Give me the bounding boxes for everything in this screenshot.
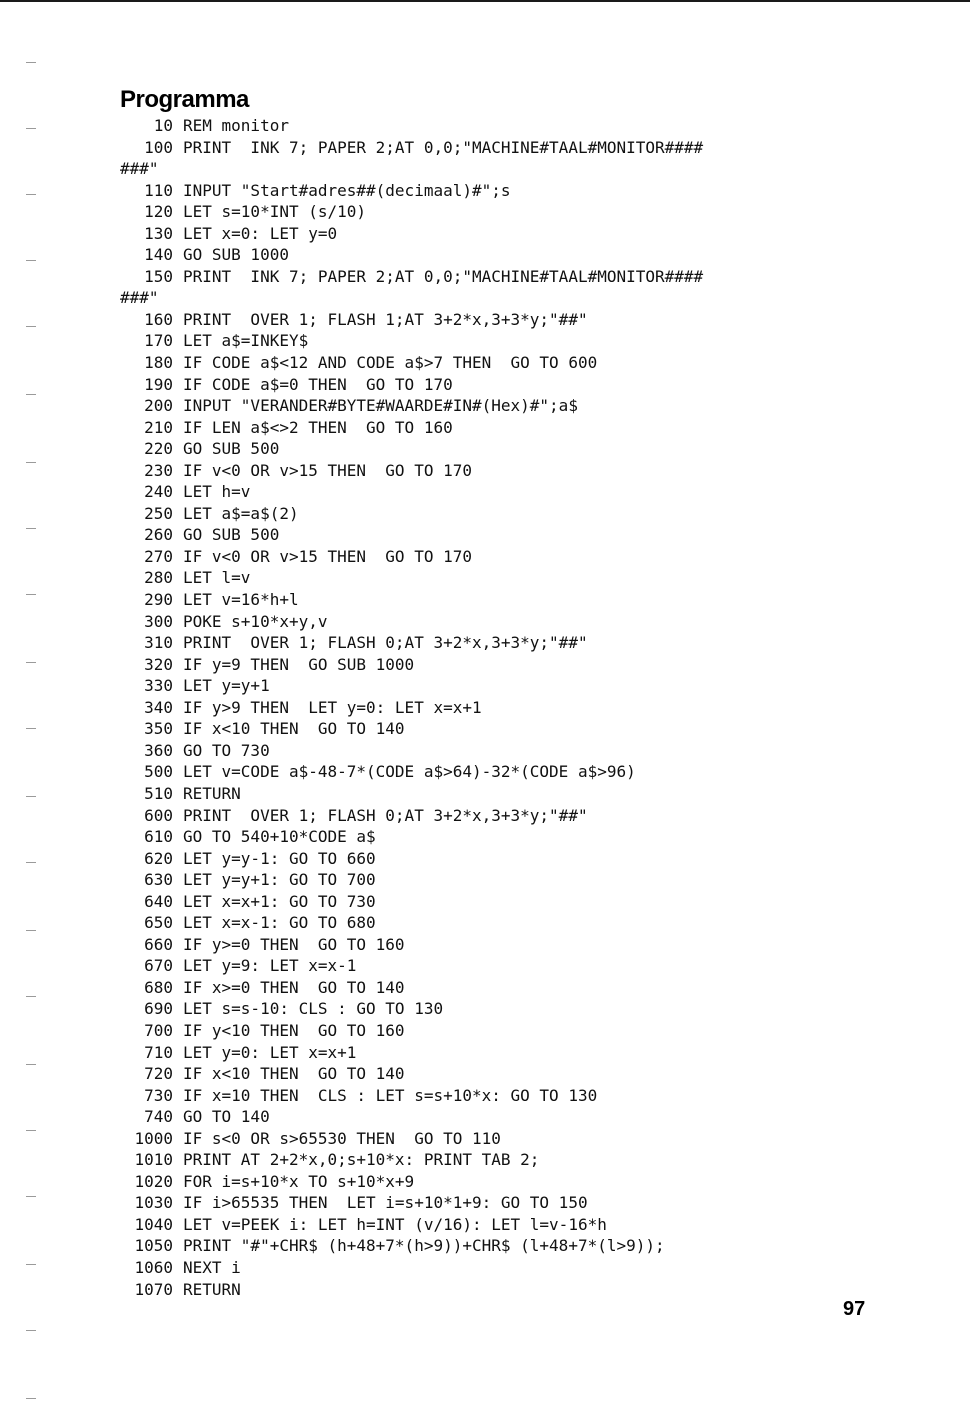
program-line <box>120 1279 241 1301</box>
line-number: 1040 <box>134 1214 173 1234</box>
line-code: INPUT "VERANDER#BYTE#WAARDE#IN#(Hex)#";a$ <box>183 396 578 416</box>
line-code: LET a$=INKEY$ <box>183 331 309 351</box>
line-code: GO SUB 500 <box>183 525 280 545</box>
line-code: IF y=9 THEN GO SUB 1000 <box>183 654 415 674</box>
line-number: 670 <box>144 956 173 976</box>
program-line <box>120 912 376 934</box>
program-line <box>120 955 357 977</box>
line-code: REM monitor <box>183 116 289 135</box>
program-line <box>120 417 453 439</box>
program-line <box>120 998 444 1020</box>
line-code: ###" <box>120 159 159 179</box>
program-line <box>120 891 376 913</box>
program-line <box>120 244 289 266</box>
line-number: 210 <box>144 417 173 437</box>
program-line <box>120 1128 501 1150</box>
line-code: ###" <box>120 288 159 308</box>
line-code: GO TO 540+10*CODE a$ <box>183 827 376 847</box>
program-line <box>120 1192 588 1214</box>
line-number: 130 <box>144 223 173 243</box>
line-number: 730 <box>144 1085 173 1105</box>
program-line-continuation <box>120 158 173 180</box>
line-code: LET y=y+1: GO TO 700 <box>183 870 376 890</box>
line-number: 160 <box>144 309 173 329</box>
line-code: IF x>=0 THEN GO TO 140 <box>183 977 405 997</box>
program-line <box>120 503 299 525</box>
line-code: LET l=v <box>183 568 251 588</box>
program-line <box>120 589 299 611</box>
line-code: IF CODE a$<12 AND CODE a$>7 THEN GO TO 600 <box>183 353 598 373</box>
line-code: LET y=0: LET x=x+1 <box>183 1042 357 1062</box>
program-line <box>120 761 636 783</box>
line-number: 180 <box>144 353 173 373</box>
line-number: 250 <box>144 503 173 523</box>
line-code: LET h=v <box>183 482 251 502</box>
basic-program-listing <box>120 115 704 1300</box>
line-code: PRINT OVER 1; FLASH 0;AT 3+2*x,3+3*y;"##" <box>183 805 588 825</box>
program-line <box>120 460 472 482</box>
line-code: PRINT INK 7; PAPER 2;AT 0,0;"MACHINE#TAAL#MONITOR#### <box>183 266 704 286</box>
program-line <box>120 1149 540 1171</box>
line-code: IF CODE a$=0 THEN GO TO 170 <box>183 374 453 394</box>
page-number: 97 <box>843 1298 866 1320</box>
line-number: 320 <box>144 654 173 674</box>
program-line <box>120 1235 665 1257</box>
program-line <box>120 1171 415 1193</box>
program-line <box>120 567 251 589</box>
program-line <box>120 481 251 503</box>
line-code: IF x<10 THEN GO TO 140 <box>183 719 405 739</box>
program-line <box>120 977 405 999</box>
program-line <box>120 934 405 956</box>
line-code: LET y=9: LET x=x-1 <box>183 956 357 976</box>
line-number: 720 <box>144 1064 173 1084</box>
line-code: LET x=0: LET y=0 <box>183 223 338 243</box>
line-code: LET s=10*INT (s/10) <box>183 202 367 222</box>
line-code: IF LEN a$<>2 THEN GO TO 160 <box>183 417 453 437</box>
line-number: 650 <box>144 913 173 933</box>
line-code: IF v<0 OR v>15 THEN GO TO 170 <box>183 546 472 566</box>
line-number: 360 <box>144 740 173 760</box>
line-code: IF x=10 THEN CLS : LET s=s+10*x: GO TO 130 <box>183 1085 598 1105</box>
line-code: LET s=s-10: CLS : GO TO 130 <box>183 999 444 1019</box>
line-code: FOR i=s+10*x TO s+10*x+9 <box>183 1171 415 1191</box>
program-line <box>120 869 376 891</box>
program-line <box>120 223 338 245</box>
line-code: LET v=PEEK i: LET h=INT (v/16): LET l=v-16*h <box>183 1214 607 1234</box>
line-code: IF y>=0 THEN GO TO 160 <box>183 934 405 954</box>
line-code: NEXT i <box>183 1257 241 1277</box>
line-number: 110 <box>144 180 173 200</box>
line-number: 120 <box>144 202 173 222</box>
line-number: 100 <box>144 137 173 157</box>
line-number: 620 <box>144 848 173 868</box>
line-code: LET y=y+1 <box>183 676 270 696</box>
program-line <box>120 783 241 805</box>
program-line <box>120 675 270 697</box>
line-number: 300 <box>144 611 173 631</box>
line-number: 500 <box>144 762 173 782</box>
line-number: 710 <box>144 1042 173 1062</box>
program-line <box>120 1063 405 1085</box>
line-code: PRINT "#"+CHR$ (h+48+7*(h>9))+CHR$ (l+48+7*(l>9)); <box>183 1236 665 1256</box>
program-line <box>120 201 367 223</box>
line-number: 1020 <box>134 1171 173 1191</box>
line-code: LET a$=a$(2) <box>183 503 299 523</box>
program-line <box>120 1042 357 1064</box>
line-code: LET x=x-1: GO TO 680 <box>183 913 376 933</box>
line-number: 660 <box>144 934 173 954</box>
line-code: GO SUB 500 <box>183 439 280 459</box>
line-number: 630 <box>144 870 173 890</box>
line-number: 270 <box>144 546 173 566</box>
program-line <box>120 632 588 654</box>
program-line <box>120 1085 598 1107</box>
program-line <box>120 180 511 202</box>
line-number: 170 <box>144 331 173 351</box>
program-line <box>120 654 415 676</box>
line-code: POKE s+10*x+y,v <box>183 611 328 631</box>
line-number: 1060 <box>134 1257 173 1277</box>
line-number: 190 <box>144 374 173 394</box>
line-number: 1010 <box>134 1150 173 1170</box>
line-number: 140 <box>144 245 173 265</box>
line-code: IF s<0 OR s>65530 THEN GO TO 110 <box>183 1128 501 1148</box>
line-code: IF y<10 THEN GO TO 160 <box>183 1020 405 1040</box>
program-line <box>120 546 472 568</box>
line-number: 330 <box>144 676 173 696</box>
line-number: 690 <box>144 999 173 1019</box>
section-heading: Programma <box>120 86 249 113</box>
program-line <box>120 740 270 762</box>
line-number: 700 <box>144 1020 173 1040</box>
program-line <box>120 826 376 848</box>
program-line <box>120 438 280 460</box>
program-line <box>120 352 598 374</box>
program-line <box>120 395 578 417</box>
line-number: 350 <box>144 719 173 739</box>
line-number: 740 <box>144 1107 173 1127</box>
line-code: PRINT OVER 1; FLASH 1;AT 3+2*x,3+3*y;"##" <box>183 309 588 329</box>
line-code: IF x<10 THEN GO TO 140 <box>183 1064 405 1084</box>
line-code: GO SUB 1000 <box>183 245 289 265</box>
line-code: GO TO 730 <box>183 740 270 760</box>
line-number: 10 <box>153 116 173 135</box>
line-number: 1050 <box>134 1236 173 1256</box>
line-number: 280 <box>144 568 173 588</box>
line-number: 1070 <box>134 1279 173 1299</box>
top-border-line <box>0 0 970 2</box>
program-line <box>120 611 328 633</box>
line-number: 680 <box>144 977 173 997</box>
program-line <box>120 374 453 396</box>
line-code: GO TO 140 <box>183 1107 270 1127</box>
line-code: LET x=x+1: GO TO 730 <box>183 891 376 911</box>
line-code: PRINT AT 2+2*x,0;s+10*x: PRINT TAB 2; <box>183 1150 540 1170</box>
line-number: 610 <box>144 827 173 847</box>
line-number: 600 <box>144 805 173 825</box>
program-line <box>120 115 289 137</box>
line-number: 200 <box>144 396 173 416</box>
line-number: 310 <box>144 633 173 653</box>
margin-tick-marks <box>26 0 38 1421</box>
program-line <box>120 805 588 827</box>
program-line <box>120 524 280 546</box>
line-number: 510 <box>144 783 173 803</box>
program-line <box>120 309 588 331</box>
program-line <box>120 848 376 870</box>
program-line <box>120 1020 405 1042</box>
line-number: 240 <box>144 482 173 502</box>
program-line <box>120 1106 270 1128</box>
line-number: 1030 <box>134 1193 173 1213</box>
program-line <box>120 718 405 740</box>
line-number: 260 <box>144 525 173 545</box>
line-code: PRINT INK 7; PAPER 2;AT 0,0;"MACHINE#TAAL#MONITOR#### <box>183 137 704 157</box>
line-code: LET v=CODE a$-48-7*(CODE a$>64)-32*(CODE a$>96) <box>183 762 636 782</box>
line-code: PRINT OVER 1; FLASH 0;AT 3+2*x,3+3*y;"##" <box>183 633 588 653</box>
program-line <box>120 1257 241 1279</box>
line-number: 340 <box>144 697 173 717</box>
line-number: 1000 <box>134 1128 173 1148</box>
line-code: INPUT "Start#adres##(decimaal)#";s <box>183 180 511 200</box>
program-line <box>120 1214 607 1236</box>
line-code: LET y=y-1: GO TO 660 <box>183 848 376 868</box>
line-code: IF i>65535 THEN LET i=s+10*1+9: GO TO 150 <box>183 1193 588 1213</box>
line-code: IF v<0 OR v>15 THEN GO TO 170 <box>183 460 472 480</box>
line-code: IF y>9 THEN LET y=0: LET x=x+1 <box>183 697 482 717</box>
line-number: 640 <box>144 891 173 911</box>
line-number: 220 <box>144 439 173 459</box>
line-number: 150 <box>144 266 173 286</box>
line-number: 290 <box>144 590 173 610</box>
line-number: 230 <box>144 460 173 480</box>
program-line <box>120 330 309 352</box>
program-line <box>120 266 704 288</box>
program-line-continuation <box>120 287 173 309</box>
program-line <box>120 697 482 719</box>
line-code: RETURN <box>183 783 241 803</box>
line-code: RETURN <box>183 1279 241 1299</box>
program-line <box>120 137 704 159</box>
line-code: LET v=16*h+l <box>183 590 299 610</box>
